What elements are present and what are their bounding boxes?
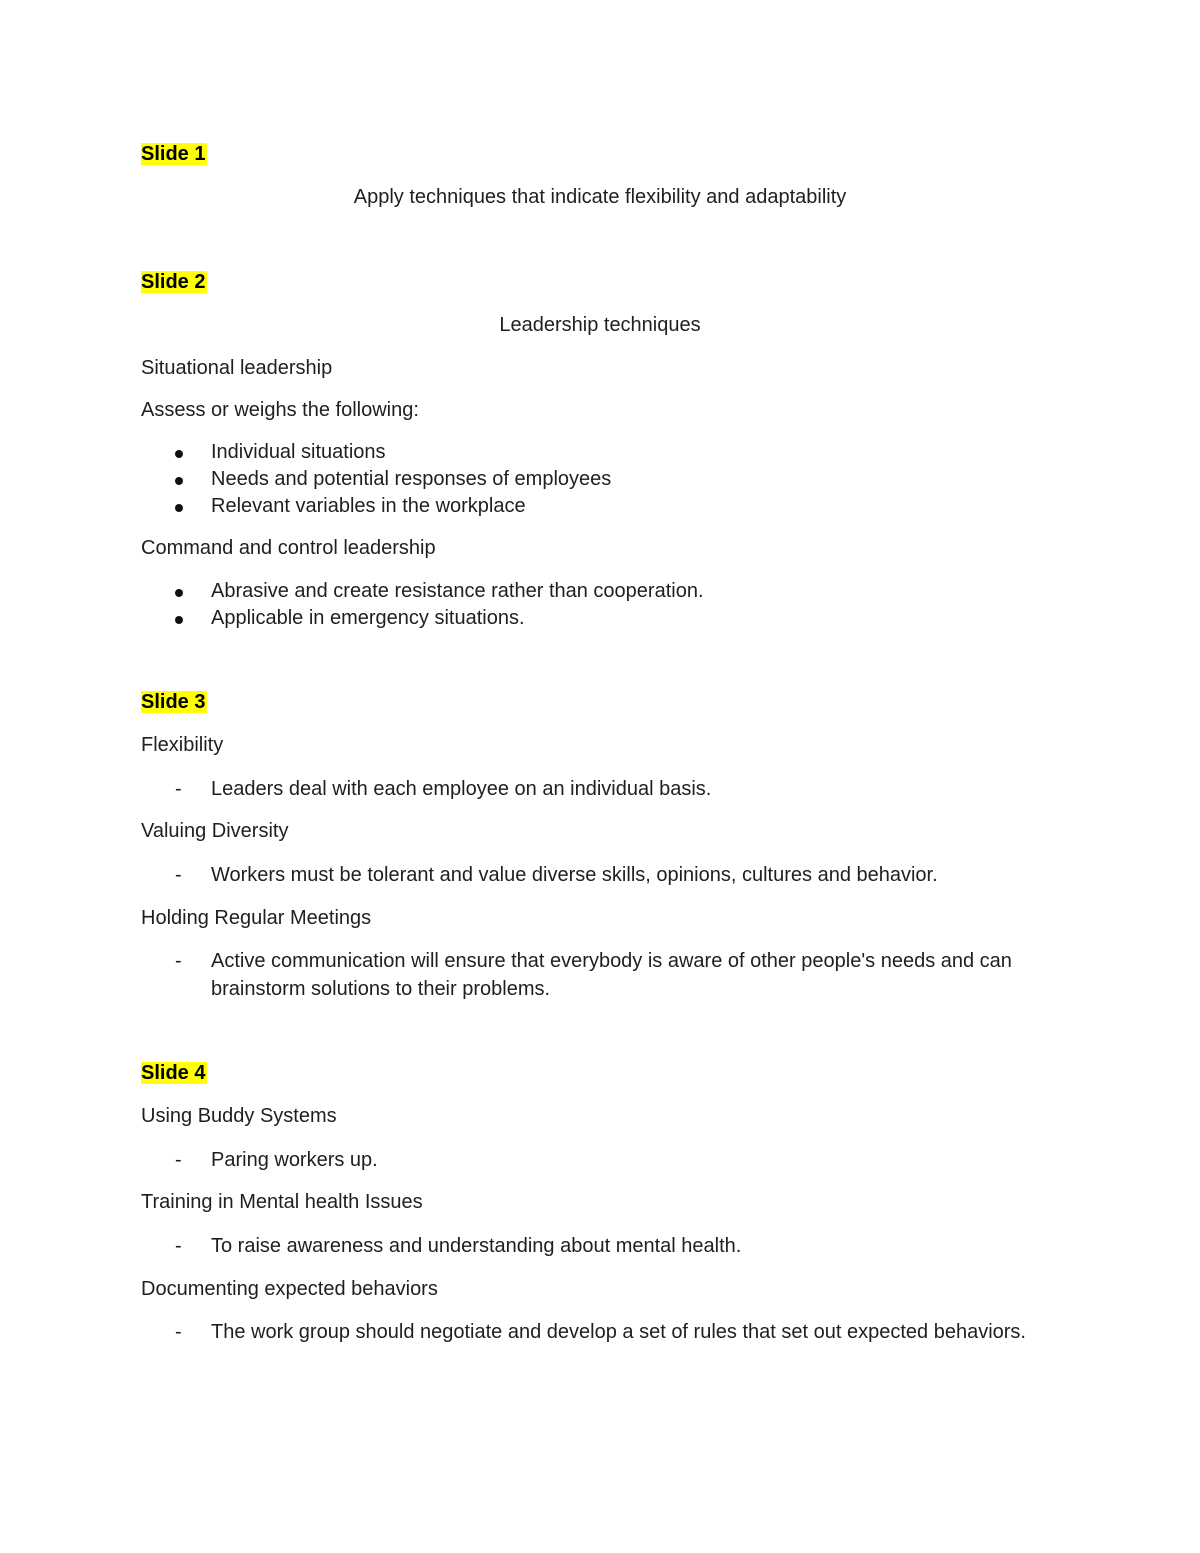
slide-2-heading <box>141 268 207 296</box>
list-item-text: To raise awareness and understanding about mental health. <box>211 1235 742 1257</box>
slide-1-heading <box>141 140 207 168</box>
list-item-text: Workers must be tolerant and value diverse skills, opinions, cultures and behavior. <box>211 864 938 886</box>
slide-2-title: Leadership techniques <box>499 314 701 336</box>
situational-leadership-heading: Situational leadership <box>141 357 333 379</box>
bullet-icon <box>175 577 195 605</box>
list-item-text: Leaders deal with each employee on an individual basis. <box>211 778 712 800</box>
topic-title: Using Buddy Systems <box>141 1105 337 1127</box>
slide-4-heading-text: Slide 4 <box>141 1062 206 1084</box>
dash-marker: - <box>175 1321 182 1343</box>
topic-title: Flexibility <box>141 734 224 756</box>
bullet-icon <box>175 465 195 493</box>
bullet-icon <box>175 492 195 520</box>
list-item-text: Applicable in emergency situations. <box>211 607 525 629</box>
list-item-text: Needs and potential responses of employees <box>211 468 612 490</box>
list-item-text: Paring workers up. <box>211 1149 378 1171</box>
list-item-text: Active communication will ensure that everybody is aware of other people's needs and can brainstorm solutions to their problems. <box>211 950 1012 1000</box>
dash-marker: - <box>175 1149 182 1171</box>
slide-1-heading-text: Slide 1 <box>141 143 206 165</box>
topic-title: Holding Regular Meetings <box>141 907 372 929</box>
bullet-icon <box>175 438 195 466</box>
slide-3-heading-text: Slide 3 <box>141 691 206 713</box>
dash-marker: - <box>175 1235 182 1257</box>
slide-2-heading-text: Slide 2 <box>141 271 206 293</box>
slide-1-title: Apply techniques that indicate flexibility and adaptability <box>353 186 847 208</box>
command-control-heading: Command and control leadership <box>141 537 436 559</box>
slide-4-heading <box>141 1059 207 1087</box>
dash-marker: - <box>175 864 182 886</box>
list-item-text: The work group should negotiate and develop a set of rules that set out expected behaviors. <box>211 1321 1026 1343</box>
list-item-text: Individual situations <box>211 441 386 463</box>
topic-title: Valuing Diversity <box>141 820 289 842</box>
bullet-icon <box>175 604 195 632</box>
topic-title: Documenting expected behaviors <box>141 1278 438 1300</box>
slide-3-heading <box>141 688 207 716</box>
list-item-text: Abrasive and create resistance rather than cooperation. <box>211 580 704 602</box>
assess-intro: Assess or weighs the following: <box>141 399 419 421</box>
topic-title: Training in Mental health Issues <box>141 1191 423 1213</box>
dash-marker: - <box>175 950 182 972</box>
list-item-text: Relevant variables in the workplace <box>211 495 526 517</box>
dash-marker: - <box>175 778 182 800</box>
